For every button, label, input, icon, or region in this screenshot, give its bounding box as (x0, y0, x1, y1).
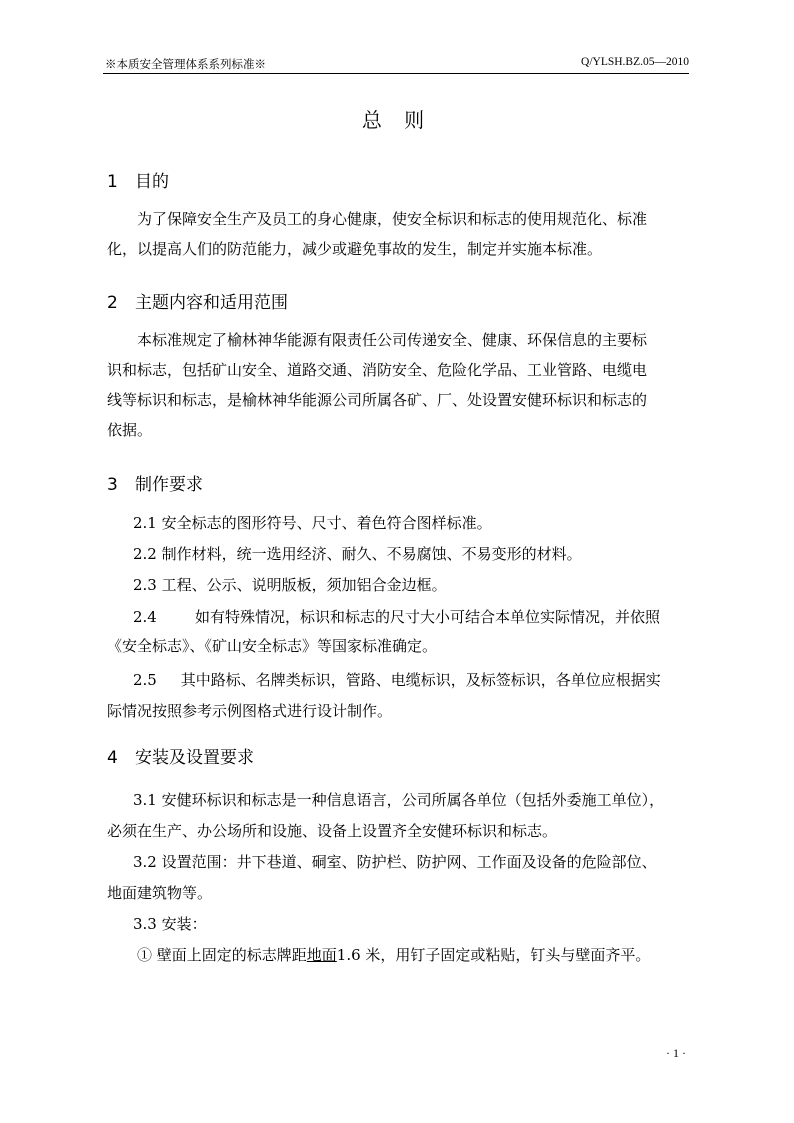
paragraph-line: 依据。 (107, 421, 153, 439)
section-number: 1 (107, 172, 118, 192)
section-4-heading (107, 743, 254, 768)
section-2-paragraph (107, 325, 691, 445)
header-document-code: Q/YLSH.BZ.05—2010 (581, 56, 689, 68)
list-item: 2.4 如有特殊情况，标识和标志的尺寸大小可结合本单位实际情况，并依照 (133, 608, 661, 626)
paragraph-line: 为了保障安全生产及员工的身心健康，使安全标识和标志的使用规范化、标准 (137, 210, 648, 228)
section-number: 3 (107, 475, 118, 495)
page-number: · 1 · (666, 1046, 686, 1060)
item-text: 1.6 米，用钉子固定或粘贴，钉头与壁面齐平。 (336, 946, 651, 964)
section-2-heading (107, 288, 288, 313)
item-text: ① 壁面上固定的标志牌距 (137, 946, 307, 964)
list-item: 2.1 安全标志的图形符号、尺寸、着色符合图样标准。 (133, 514, 492, 532)
list-item: 2.3 工程、公示、说明版板，须加铝合金边框。 (133, 576, 447, 594)
list-item: 3.1 安健环标识和标志是一种信息语言，公司所属各单位（包括外委施工单位）， (133, 791, 665, 809)
page-title: 总 则 (361, 108, 433, 132)
section-title: 制作要求 (135, 475, 203, 495)
list-item: 2.5 其中路标、名牌类标识，管路、电缆标识，及标签标识，各单位应根据实 (133, 671, 661, 689)
list-item: 必须在生产、办公场所和设施、设备上设置齐全安健环标识和标志。 (107, 822, 558, 840)
list-item: 3.2 设置范围：井下巷道、硐室、防护栏、防护网、工作面及设备的危险部位、 (133, 853, 657, 871)
paragraph-line: 化，以提高人们的防范能力，减少或避免事故的发生，制定并实施本标准。 (107, 240, 603, 258)
list-item: 3.3 安装： (133, 915, 207, 933)
section-number: 4 (107, 748, 118, 768)
header-rule (103, 73, 689, 74)
paragraph-line: 识和标志，包括矿山安全、道路交通、消防安全、危险化学品、工业管路、电缆电 (107, 361, 648, 379)
underlined-text: 地面 (306, 946, 337, 964)
section-3-heading (107, 470, 203, 495)
paragraph-line: 本标准规定了榆林神华能源有限责任公司传递安全、健康、环保信息的主要标 (137, 331, 648, 349)
list-item: 《安全标志》、《矿山安全标志》等国家标准确定。 (107, 637, 438, 655)
list-item: 际情况按照参考示例图格式进行设计制作。 (107, 702, 393, 720)
list-item: 地面建筑物等。 (107, 884, 213, 902)
section-1-heading (107, 167, 169, 192)
section-1-paragraph (107, 204, 691, 264)
section-title: 目的 (135, 172, 169, 192)
section-title: 安装及设置要求 (135, 748, 254, 768)
header-left-title: ※本质安全管理体系系列标准※ (105, 57, 266, 71)
list-item (107, 940, 721, 970)
list-item: 2.2 制作材料，统一选用经济、耐久、不易腐蚀、不易变形的材料。 (133, 545, 582, 563)
paragraph-line: 线等标识和标志，是榆林神华能源公司所属各矿、厂、处设置安健环标识和标志的 (107, 391, 648, 409)
section-title: 主题内容和适用范围 (135, 293, 288, 313)
section-number: 2 (107, 293, 118, 313)
